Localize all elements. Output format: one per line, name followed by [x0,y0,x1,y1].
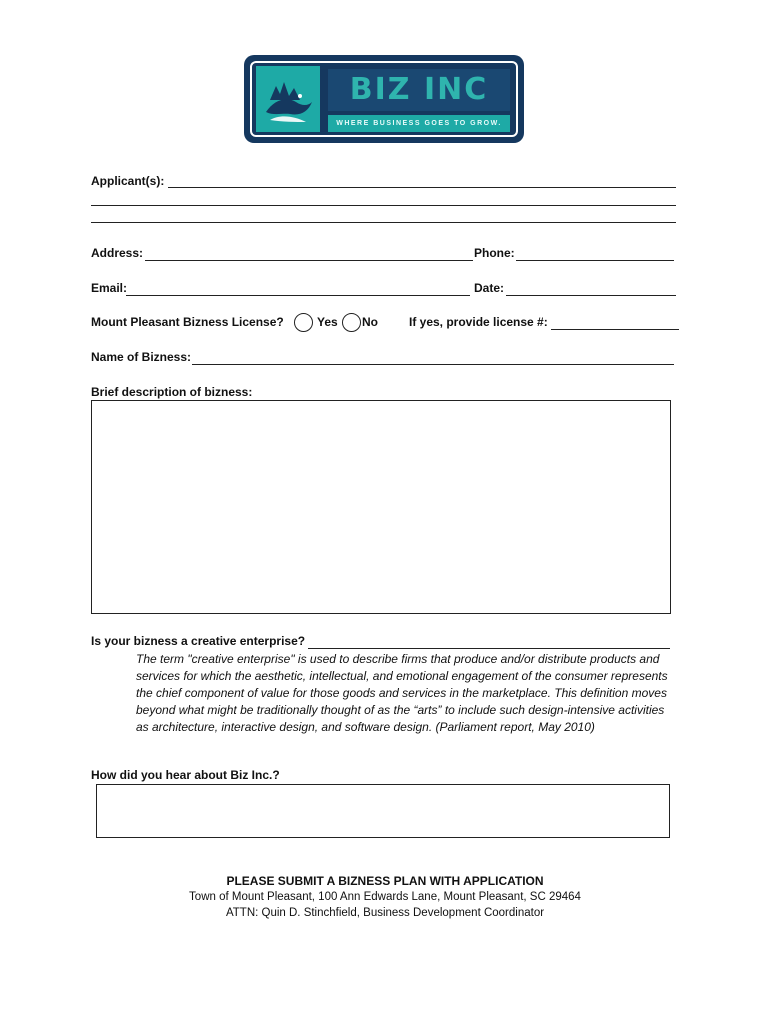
license-yes-radio[interactable] [294,313,313,332]
applicants-field[interactable] [168,187,676,188]
creative-enterprise-label: Is your bizness a creative enterprise? [91,634,306,648]
logo-tagline: WHERE BUSINESS GOES TO GROW. [328,115,510,132]
license-yes-label: Yes [317,315,338,329]
email-label: Email: [91,281,128,295]
license-number-label: If yes, provide license #: [409,315,548,329]
creative-enterprise-field[interactable] [308,648,670,649]
email-field[interactable] [126,295,470,296]
date-label: Date: [474,281,505,295]
heron-skyline-icon [256,66,320,132]
license-no-label: No [362,315,378,329]
footer-attn: ATTN: Quin D. Stinchfield, Business Development Coordinator [225,907,545,919]
logo-title: BIZ INC [328,69,510,111]
license-number-field[interactable] [551,329,679,330]
applicants-field-line-2[interactable] [91,205,676,206]
biz-inc-logo [244,55,524,143]
bizness-name-field[interactable] [192,364,674,365]
hear-about-label: How did you hear about Biz Inc.? [91,768,280,782]
creative-enterprise-definition: The term "creative enterprise" is used to describe firms that produce and/or distribute products and services for which the aesthetic, intellectual, and emotional engagement of the consumer represents the chief component of value for those goods and services in the marketplace. This definition moves beyond what might be traditionally thought of as the “arts” to include such design-intensive activities as architecture, interactive design, and software design. (Parliament report, May 2010) [136,652,668,734]
applicants-label: Applicant(s): [91,174,165,188]
hear-about-textarea[interactable] [96,784,670,838]
submit-notice: PLEASE SUBMIT A BIZNESS PLAN WITH APPLICATION [226,874,544,888]
footer-address: Town of Mount Pleasant, 100 Ann Edwards Lane, Mount Pleasant, SC 29464 [189,891,581,903]
bizness-name-label: Name of Bizness: [91,350,192,364]
phone-label: Phone: [474,246,515,260]
description-label: Brief description of bizness: [91,385,253,399]
description-textarea[interactable] [91,400,671,614]
applicants-field-line-3[interactable] [91,222,676,223]
phone-field[interactable] [516,260,674,261]
address-label: Address: [91,246,144,260]
license-no-radio[interactable] [342,313,361,332]
address-field[interactable] [145,260,473,261]
date-field[interactable] [506,295,676,296]
license-label: Mount Pleasant Bizness License? [91,315,284,329]
